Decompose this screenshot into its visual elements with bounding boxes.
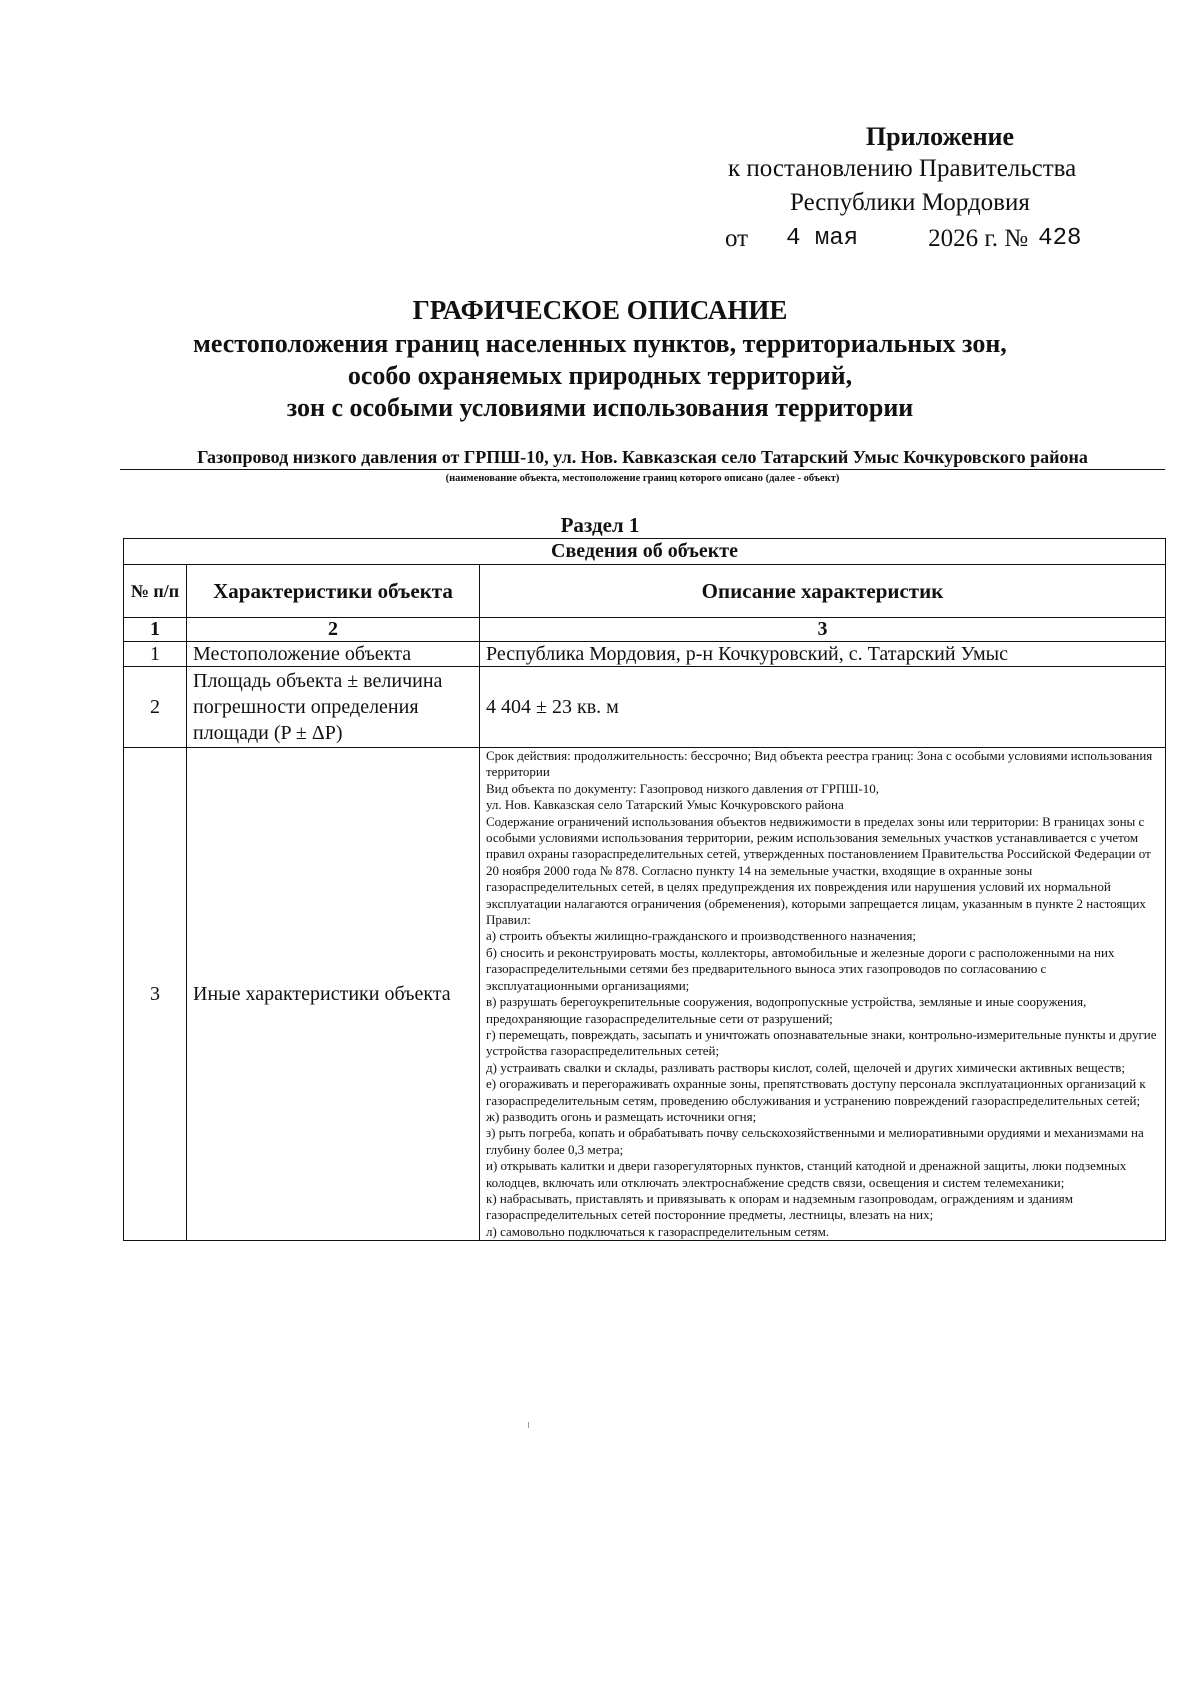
row-characteristic: Местоположение объекта	[187, 642, 480, 667]
table-row	[124, 642, 1166, 667]
subtitle-line-1: местоположения границ населенных пунктов, территориальных зон,	[193, 329, 1007, 358]
row-num: 3	[124, 748, 187, 1241]
table-caption: Сведения об объекте	[124, 539, 1166, 565]
object-info-table	[123, 538, 1166, 1241]
date-year: 2026 г. №	[928, 225, 1029, 252]
table-row	[124, 748, 1166, 1241]
row-num: 1	[124, 642, 187, 667]
appendix-block	[700, 122, 1140, 258]
description-paragraph: ж) разводить огонь и размещать источники огня;	[486, 1108, 757, 1124]
header-num: № п/п	[124, 565, 187, 618]
row-description: Республика Мордовия, р-н Кочкуровский, с. Татарский Умыс	[480, 642, 1166, 667]
object-name: Газопровод низкого давления от ГРПШ-10, ул. Нов. Кавказская село Татарский Умыс Кочкуровского района	[120, 447, 1165, 470]
row-characteristic: Иные характеристики объекта	[187, 748, 480, 1241]
description-paragraph: и) открывать калитки и двери газорегуляторных пунктов, станций катодной и дренажной защиты, люки подземных колодцев, включать или отключать электроснабжение средств связи, освещения и систем телемеханики;	[486, 1158, 1127, 1190]
row-description-long	[480, 748, 1166, 1241]
row-num: 2	[124, 667, 187, 748]
description-paragraph: а) строить объекты жилищно-гражданского и производственного назначения;	[486, 928, 917, 944]
description-paragraph: Срок действия: продолжительность: бессрочно; Вид объекта реестра границ: Зона с особыми условиями использования территории	[486, 748, 1153, 780]
description-paragraph: б) сносить и реконструировать мосты, коллекторы, автомобильные и железные дороги с расположенными на них газораспределительными сетями без предварительного выноса этих газопроводов по согласованию с эксплуатационными организациями;	[486, 944, 1115, 993]
table-header-row	[124, 565, 1166, 618]
description-paragraph: к) набрасывать, приставлять и привязывать к опорам и надземным газопроводам, ограждениям и зданиям газораспределительных сетей посторонние предметы, лестницы, влезать на них;	[486, 1190, 1073, 1223]
subtitle-line-3: зон с особыми условиями использования территории	[286, 393, 914, 422]
appendix-date	[725, 220, 1140, 258]
header-characteristic: Характеристики объекта	[187, 565, 480, 618]
description-paragraph: д) устраивать свалки и склады, разливать растворы кислот, солей, щелочей и других химически активных веществ;	[486, 1059, 1126, 1075]
description-paragraph: ул. Нов. Кавказская село Татарский Умыс Кочкуровского района	[486, 797, 844, 813]
column-index-3: 3	[480, 618, 1166, 642]
column-index-2: 2	[187, 618, 480, 642]
row-description: 4 404 ± 23 кв. м	[480, 667, 1166, 748]
description-paragraph: г) перемещать, повреждать, засыпать и уничтожать опознавательные знаки, контрольно-измерительные пункты и другие устройства газораспределительных сетей;	[486, 1026, 1157, 1059]
appendix-line-1: к постановлению Правительства	[728, 155, 1077, 182]
object-caption: (наименование объекта, местоположение границ которого описано (далее - объект)	[445, 473, 840, 484]
section-title: Раздел 1	[560, 513, 640, 537]
description-paragraph: Вид объекта по документу: Газопровод низкого давления от ГРПШ-10,	[486, 780, 880, 796]
description-paragraph: з) рыть погреба, копать и обрабатывать почву сельскохозяйственными и мелиоративными орудиями и механизмами на глубину более 0,3 метра;	[486, 1125, 1144, 1157]
date-day-month: 4 мая	[786, 225, 859, 252]
description-paragraph: л) самовольно подключаться к газораспределительным сетям.	[486, 1223, 830, 1239]
subtitle-line-2: особо охраняемых природных территорий,	[347, 361, 853, 390]
date-prefix: от	[725, 225, 749, 252]
table-row	[124, 667, 1166, 748]
column-index-row	[124, 618, 1166, 642]
header-description: Описание характеристик	[480, 565, 1166, 618]
table-caption-row	[124, 539, 1166, 565]
appendix-title: Приложение	[865, 122, 1015, 151]
description-paragraph: е) огораживать и перегораживать охранные зоны, препятствовать доступу персонала эксплуатационных организаций к газораспределительным сетям, проведению обслуживания и устранению повреждений газораспределительных сетей;	[486, 1076, 1146, 1108]
description-paragraph: в) разрушать берегоукрепительные сооружения, водопропускные устройства, земляные и иные сооружения, предохраняющие газораспределительные сети от разрушений;	[486, 994, 1087, 1026]
appendix-line-2: Республики Мордовия	[790, 189, 1030, 216]
doc-number: 428	[1038, 225, 1082, 252]
scan-artifact	[528, 1422, 529, 1428]
description-paragraph: Содержание ограничений использования объектов недвижимости в пределах зоны или территории: В границах зоны с особыми условиями использования территории, режим использования земельных участков устанавливается с учетом правил охраны газораспределительных сетей, утвержденных постановлением Правительства Российской Федерации от 20 ноября 2000 года № 878. Согласно пункту 14 на земельные участки, входящие в охранные зоны газораспределительных сетей, в целях предупреждения их повреждения или нарушения условий их нормальной эксплуатации налагаются ограничения (обременения), которыми запрещается лицам, указанным в пункте 2 настоящих Правил:	[486, 813, 1151, 928]
row-characteristic: Площадь объекта ± величина погрешности определения площади (P ± ΔP)	[187, 667, 480, 748]
document-heading	[0, 292, 1200, 424]
column-index-1: 1	[124, 618, 187, 642]
document-title: ГРАФИЧЕСКОЕ ОПИСАНИЕ	[412, 295, 788, 325]
